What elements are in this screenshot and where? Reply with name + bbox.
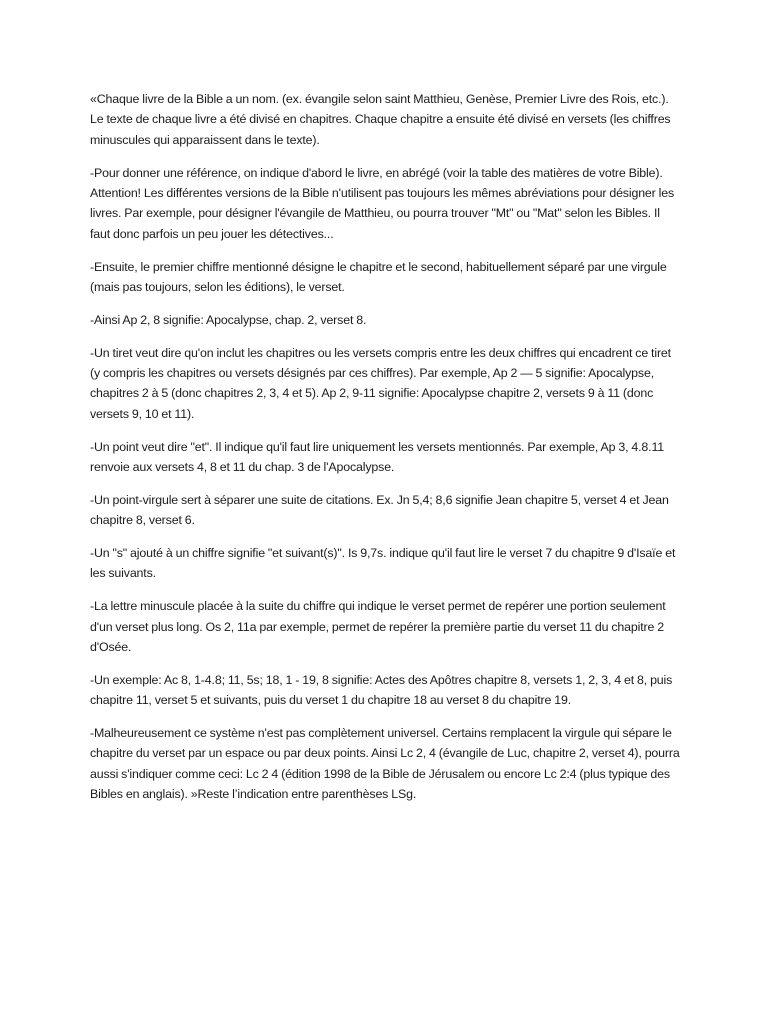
paragraph-book-abbreviation: -Pour donner une référence, on indique d'abord le livre, en abrégé (voir la table des matières de votre Bible). Attention! Les différentes versions de la Bible n'utilisent pas toujours les mêmes abréviations pour désigner les livres. Par exemple, pour désigner l'évangile de Matthieu, ou pourra trouver "Mt" ou "Mat" selon les Bibles. Il faut donc parfois un peu jouer les détectives... <box>90 165 675 241</box>
paragraph-dot-rule: -Un point veut dire "et". Il indique qu'il faut lire uniquement les versets mentionnés. Par exemple, Ap 3, 4.8.11 renvoie aux versets 4, 8 et 11 du chap. 3 de l'Apocalypse. <box>90 439 665 475</box>
paragraph-s-suffix-rule: -Un "s" ajouté à un chiffre signifie "et suivant(s)". Is 9,7s. indique qu'il faut lire le verset 7 du chapitre 9 d'Isaïe et les suivants. <box>90 546 676 581</box>
paragraph-semicolon-rule: -Un point-virgule sert à séparer une suite de citations. Ex. Jn 5,4; 8,6 signifie Jean chapitre 5, verset 4 et Jean chapitre 8, verset 6. <box>90 492 669 528</box>
document-page <box>90 89 682 817</box>
paragraph-dash-rule: -Un tiret veut dire qu'on inclut les chapitres ou les versets compris entre les deux chiffres qui encadrent ce tiret (y compris les chapitres ou versets désignés par ces chiffres). Par exemple, Ap 2 — 5 signifie: Apocalypse, chapitres 2 à 5 (donc chapitres 2, 3, 4 et 5). Ap 2, 9-11 signifie: Apocalypse chapitre 2, versets 9 à 11 (donc versets 9, 10 et 11). <box>90 345 671 421</box>
paragraph-variations: -Malheureusement ce système n'est pas complètement universel. Certains remplacent la virgule qui sépare le chapitre du verset par un espace ou par deux points. Ainsi Lc 2, 4 (évangile de Luc, chapitre 2, verset 4), pourra aussi s'indiquer comme ceci: Lc 2 4 (édition 1998 de la Bible de Jérusalem ou encore Lc 2:4 (plus typique des Bibles en anglais). »Reste l’indication entre parenthèses LSg. <box>90 726 680 802</box>
paragraph-example-ap: -Ainsi Ap 2, 8 signifie: Apocalypse, chap. 2, verset 8. <box>90 312 367 327</box>
paragraph-full-example: -Un exemple: Ac 8, 1-4.8; 11, 5s; 18, 1 - 19, 8 signifie: Actes des Apôtres chapitre 8, versets 1, 2, 3, 4 et 8, puis chapitre 11, verset 5 et suivants, puis du verset 1 du chapitre 18 au verset 8 du chapitre 19. <box>90 672 673 708</box>
paragraph-intro: «Chaque livre de la Bible a un nom. (ex. évangile selon saint Matthieu, Genèse, Premier Livre des Rois, etc.). Le texte de chaque livre a été divisé en chapitres. Chaque chapitre a ensuite été divisé en versets (les chiffres minuscules qui apparaissent dans le texte). <box>90 92 671 147</box>
paragraph-letter-suffix-rule: -La lettre minuscule placée à la suite du chiffre qui indique le verset permet de repérer une portion seulement d'un verset plus long. Os 2, 11a par exemple, permet de repérer la première partie du verset 11 du chapitre 2 d'Osée. <box>90 599 666 655</box>
paragraph-chapter-verse: -Ensuite, le premier chiffre mentionné désigne le chapitre et le second, habituellement séparé par une virgule (mais pas toujours, selon les éditions), le verset. <box>90 259 667 295</box>
